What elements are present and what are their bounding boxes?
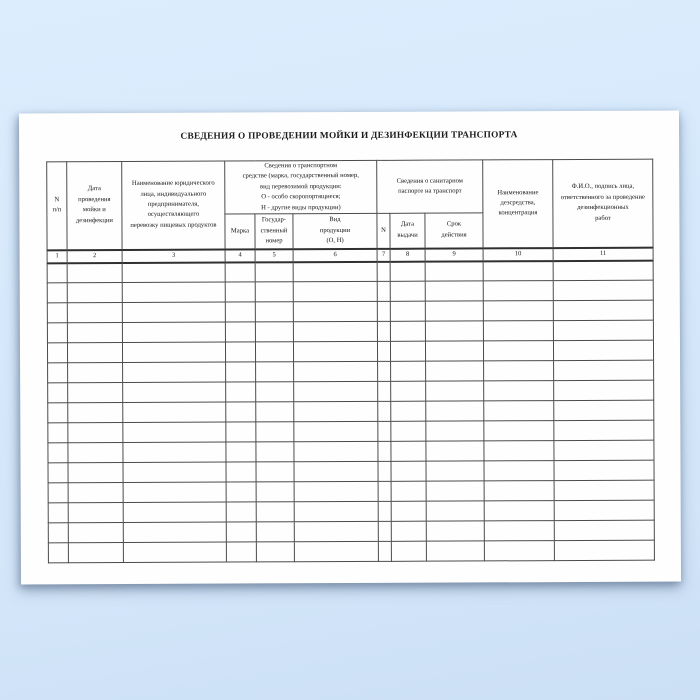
empty-cell <box>425 321 483 341</box>
empty-cell <box>378 441 391 461</box>
table-row <box>48 520 654 543</box>
empty-cell <box>294 461 378 481</box>
empty-cell <box>256 502 294 522</box>
empty-cell <box>391 521 426 541</box>
empty-cell <box>294 521 378 541</box>
empty-cell <box>378 481 391 501</box>
empty-cell <box>48 483 68 503</box>
empty-cell <box>391 381 426 401</box>
empty-cell <box>256 362 294 382</box>
empty-cell <box>68 503 123 523</box>
empty-cell <box>293 301 377 321</box>
empty-cell <box>123 522 226 542</box>
empty-cell <box>293 261 377 281</box>
empty-cell <box>48 363 68 383</box>
column-number-6: 6 <box>293 248 377 261</box>
empty-cell <box>68 483 123 503</box>
column-number-11: 11 <box>553 247 653 260</box>
empty-cell <box>47 343 67 363</box>
empty-cell <box>226 482 256 502</box>
empty-cell <box>293 321 377 341</box>
empty-cell <box>554 540 654 560</box>
empty-cell <box>378 421 391 441</box>
empty-cell <box>554 520 654 540</box>
header-row-groups <box>47 159 653 215</box>
empty-cell <box>553 280 653 300</box>
empty-cell <box>67 283 122 303</box>
empty-cell <box>484 381 554 401</box>
header-cell-brand: Марка <box>225 214 255 249</box>
empty-cell <box>48 463 68 483</box>
empty-cell <box>68 523 123 543</box>
empty-cell <box>378 401 391 421</box>
column-number-4: 4 <box>225 249 255 262</box>
empty-cell <box>391 361 426 381</box>
empty-cell <box>378 461 391 481</box>
empty-cell <box>425 301 483 321</box>
empty-cell <box>256 382 294 402</box>
empty-cell <box>391 401 426 421</box>
empty-cell <box>484 461 554 481</box>
empty-cell <box>378 381 391 401</box>
empty-cell <box>67 303 122 323</box>
table-header <box>47 159 653 263</box>
empty-cell <box>484 421 554 441</box>
empty-cell <box>554 460 654 480</box>
empty-cell <box>68 403 123 423</box>
header-cell-disinfectant: Наименование дезсредства, концентрация <box>483 160 553 248</box>
empty-cell <box>378 521 391 541</box>
empty-cell <box>226 542 256 562</box>
empty-cell <box>256 522 294 542</box>
empty-cell <box>256 422 294 442</box>
column-number-3: 3 <box>122 249 225 262</box>
header-cell-state-number: Государ- ственный номер <box>255 214 293 249</box>
empty-cell <box>123 382 226 402</box>
empty-cell <box>484 401 554 421</box>
empty-cell <box>425 281 483 301</box>
table-row <box>48 400 654 423</box>
empty-cell <box>47 303 67 323</box>
empty-cell <box>554 380 654 400</box>
column-number-10: 10 <box>483 248 553 261</box>
empty-cell <box>377 261 390 281</box>
empty-cell <box>391 461 426 481</box>
empty-cell <box>68 463 123 483</box>
empty-cell <box>123 442 226 462</box>
empty-cell <box>226 382 256 402</box>
document-title: СВЕДЕНИЯ О ПРОВЕДЕНИИ МОЙКИ И ДЕЗИНФЕКЦИИ ТРАНСПОРТА <box>180 130 518 142</box>
empty-cell <box>123 402 226 422</box>
empty-cell <box>47 263 67 283</box>
empty-cell <box>554 400 654 420</box>
empty-cell <box>391 421 426 441</box>
empty-cell <box>122 262 225 282</box>
empty-cell <box>67 263 122 283</box>
empty-cell <box>426 381 484 401</box>
column-number-2: 2 <box>67 250 122 263</box>
empty-cell <box>225 342 255 362</box>
empty-cell <box>378 501 391 521</box>
empty-cell <box>426 521 484 541</box>
header-cell-date: Дата проведения мойки и дезинфекции <box>67 161 122 249</box>
empty-cell <box>484 521 554 541</box>
empty-cell <box>294 441 378 461</box>
header-cell-num: N п/п <box>47 162 67 250</box>
empty-cell <box>483 281 553 301</box>
empty-cell <box>225 302 255 322</box>
empty-cell <box>256 482 294 502</box>
column-number-5: 5 <box>255 249 293 262</box>
header-group-sanitary-passport: Сведения о санитарном паспорте на транспорт <box>377 160 483 213</box>
empty-cell <box>122 282 225 302</box>
empty-cell <box>484 481 554 501</box>
empty-cell <box>226 462 256 482</box>
empty-cell <box>122 322 225 342</box>
empty-cell <box>426 441 484 461</box>
empty-cell <box>255 262 293 282</box>
empty-cell <box>425 261 483 281</box>
empty-cell <box>390 301 425 321</box>
column-number-7: 7 <box>377 248 390 261</box>
empty-cell <box>294 481 378 501</box>
empty-cell <box>391 541 426 561</box>
empty-cell <box>255 322 293 342</box>
empty-cell <box>554 420 654 440</box>
table-row <box>48 500 654 523</box>
table-row <box>47 300 653 323</box>
header-cell-validity: Срок действия <box>425 213 483 248</box>
empty-cell <box>122 342 225 362</box>
empty-cell <box>48 443 68 463</box>
empty-cell <box>256 542 294 562</box>
empty-cell <box>554 340 654 360</box>
table-row <box>47 340 653 363</box>
empty-cell <box>68 363 123 383</box>
empty-cell <box>294 361 378 381</box>
table-row <box>47 260 653 283</box>
empty-cell <box>226 442 256 462</box>
empty-cell <box>390 281 425 301</box>
empty-cell <box>226 522 256 542</box>
empty-cell <box>426 341 484 361</box>
empty-cell <box>426 501 484 521</box>
table-body <box>47 260 654 563</box>
empty-cell <box>378 361 391 381</box>
empty-cell <box>484 341 554 361</box>
empty-cell <box>294 381 378 401</box>
washing-disinfection-log-table <box>46 159 655 564</box>
empty-cell <box>553 300 653 320</box>
empty-cell <box>484 361 554 381</box>
empty-cell <box>68 543 123 563</box>
header-group-vehicle-info: Сведения о транспортном средстве (марка, государственный номер, вид перевозимой продукции: О - особо скоропортящиеся; Н - другие виды продукции) <box>225 160 377 214</box>
empty-cell <box>483 301 553 321</box>
column-number-9: 9 <box>425 248 483 261</box>
empty-cell <box>426 361 484 381</box>
empty-cell <box>123 502 226 522</box>
header-cell-passport-number: N <box>377 213 390 248</box>
empty-cell <box>256 402 294 422</box>
empty-cell <box>123 482 226 502</box>
empty-cell <box>294 421 378 441</box>
empty-cell <box>390 261 425 281</box>
empty-cell <box>554 440 654 460</box>
empty-cell <box>48 543 68 563</box>
empty-cell <box>391 481 426 501</box>
empty-cell <box>554 500 654 520</box>
empty-cell <box>255 302 293 322</box>
empty-cell <box>47 283 67 303</box>
empty-cell <box>483 321 553 341</box>
empty-cell <box>483 261 553 281</box>
empty-cell <box>123 462 226 482</box>
empty-cell <box>378 541 391 561</box>
empty-cell <box>226 502 256 522</box>
empty-cell <box>484 441 554 461</box>
table-row <box>48 440 654 463</box>
empty-cell <box>48 523 68 543</box>
empty-cell <box>554 360 654 380</box>
empty-cell <box>377 301 390 321</box>
table-row <box>47 280 653 303</box>
empty-cell <box>293 281 377 301</box>
header-cell-issue-date: Дата выдачи <box>390 213 425 248</box>
empty-cell <box>48 503 68 523</box>
empty-cell <box>426 461 484 481</box>
empty-cell <box>426 481 484 501</box>
empty-cell <box>377 321 390 341</box>
empty-cell <box>255 342 293 362</box>
empty-cell <box>226 422 256 442</box>
empty-cell <box>390 321 425 341</box>
empty-cell <box>256 442 294 462</box>
header-cell-organization: Наименование юридического лица, индивидуального предпринимателя, осуществляющего перевозку пищевых продуктов <box>122 161 225 249</box>
empty-cell <box>68 423 123 443</box>
table-row <box>48 380 654 403</box>
empty-cell <box>484 501 554 521</box>
empty-cell <box>226 362 256 382</box>
empty-cell <box>48 423 68 443</box>
empty-cell <box>294 501 378 521</box>
empty-cell <box>377 281 390 301</box>
empty-cell <box>391 341 426 361</box>
header-cell-responsible-person: Ф.И.О., подпись лица, ответственного за проведение дезинфекционных работ <box>553 159 653 247</box>
empty-cell <box>378 341 391 361</box>
header-cell-product-kind: Вид продукции (О, Н) <box>293 213 377 248</box>
table-row <box>48 420 654 443</box>
empty-cell <box>225 262 255 282</box>
table-row <box>48 460 654 483</box>
empty-cell <box>68 443 123 463</box>
empty-cell <box>123 422 226 442</box>
empty-cell <box>554 480 654 500</box>
empty-cell <box>426 421 484 441</box>
table-row <box>48 540 654 563</box>
column-number-1: 1 <box>47 250 67 263</box>
empty-cell <box>294 541 378 561</box>
empty-cell <box>391 441 426 461</box>
document-page <box>19 111 681 585</box>
table-row <box>47 320 653 343</box>
empty-cell <box>484 541 554 561</box>
empty-cell <box>426 401 484 421</box>
empty-cell <box>123 542 226 562</box>
empty-cell <box>256 462 294 482</box>
empty-cell <box>293 341 377 361</box>
empty-cell <box>48 403 68 423</box>
empty-cell <box>294 401 378 421</box>
empty-cell <box>391 501 426 521</box>
empty-cell <box>47 323 67 343</box>
empty-cell <box>48 383 68 403</box>
table-row <box>48 360 654 383</box>
empty-cell <box>553 260 653 280</box>
empty-cell <box>123 362 226 382</box>
empty-cell <box>225 282 255 302</box>
empty-cell <box>225 322 255 342</box>
table-row <box>48 480 654 503</box>
empty-cell <box>553 320 653 340</box>
empty-cell <box>122 302 225 322</box>
empty-cell <box>67 323 122 343</box>
empty-cell <box>226 402 256 422</box>
column-number-8: 8 <box>390 248 425 261</box>
empty-cell <box>255 282 293 302</box>
empty-cell <box>426 541 484 561</box>
empty-cell <box>68 383 123 403</box>
empty-cell <box>67 343 122 363</box>
